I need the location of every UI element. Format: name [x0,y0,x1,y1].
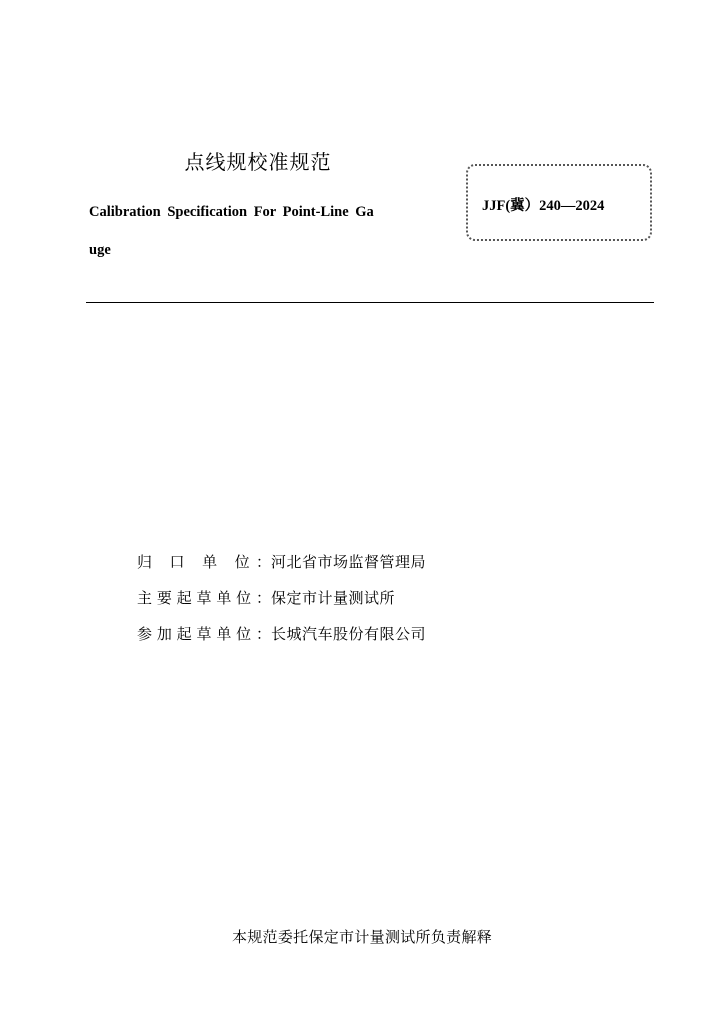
title-english-line1: Calibration Specification For Point-Line Ga [89,204,374,220]
unit-row-participating-drafter [137,622,426,658]
unit-row-main-drafter [137,586,426,622]
interpretation-note: 本规范委托保定市计量测试所负责解释 [231,928,493,946]
unit-value: 长城汽车股份有限公司 [271,625,427,643]
title-chinese: 点线规校准规范 [184,150,332,174]
title-english-line2: uge [89,242,111,258]
specification-code-box [466,164,652,241]
unit-label: 主要起草单位： [137,589,271,607]
title-english [89,193,429,269]
specification-code: JJF(冀）240—2024 [482,198,605,214]
unit-label: 参加起草单位： [137,625,271,643]
horizontal-rule [86,302,654,303]
unit-label: 归 口 单 位： [137,553,271,571]
unit-value: 河北省市场监督管理局 [271,553,427,571]
drafting-units [137,550,426,658]
unit-value: 保定市计量测试所 [271,589,396,607]
unit-row-responsible [137,550,426,586]
